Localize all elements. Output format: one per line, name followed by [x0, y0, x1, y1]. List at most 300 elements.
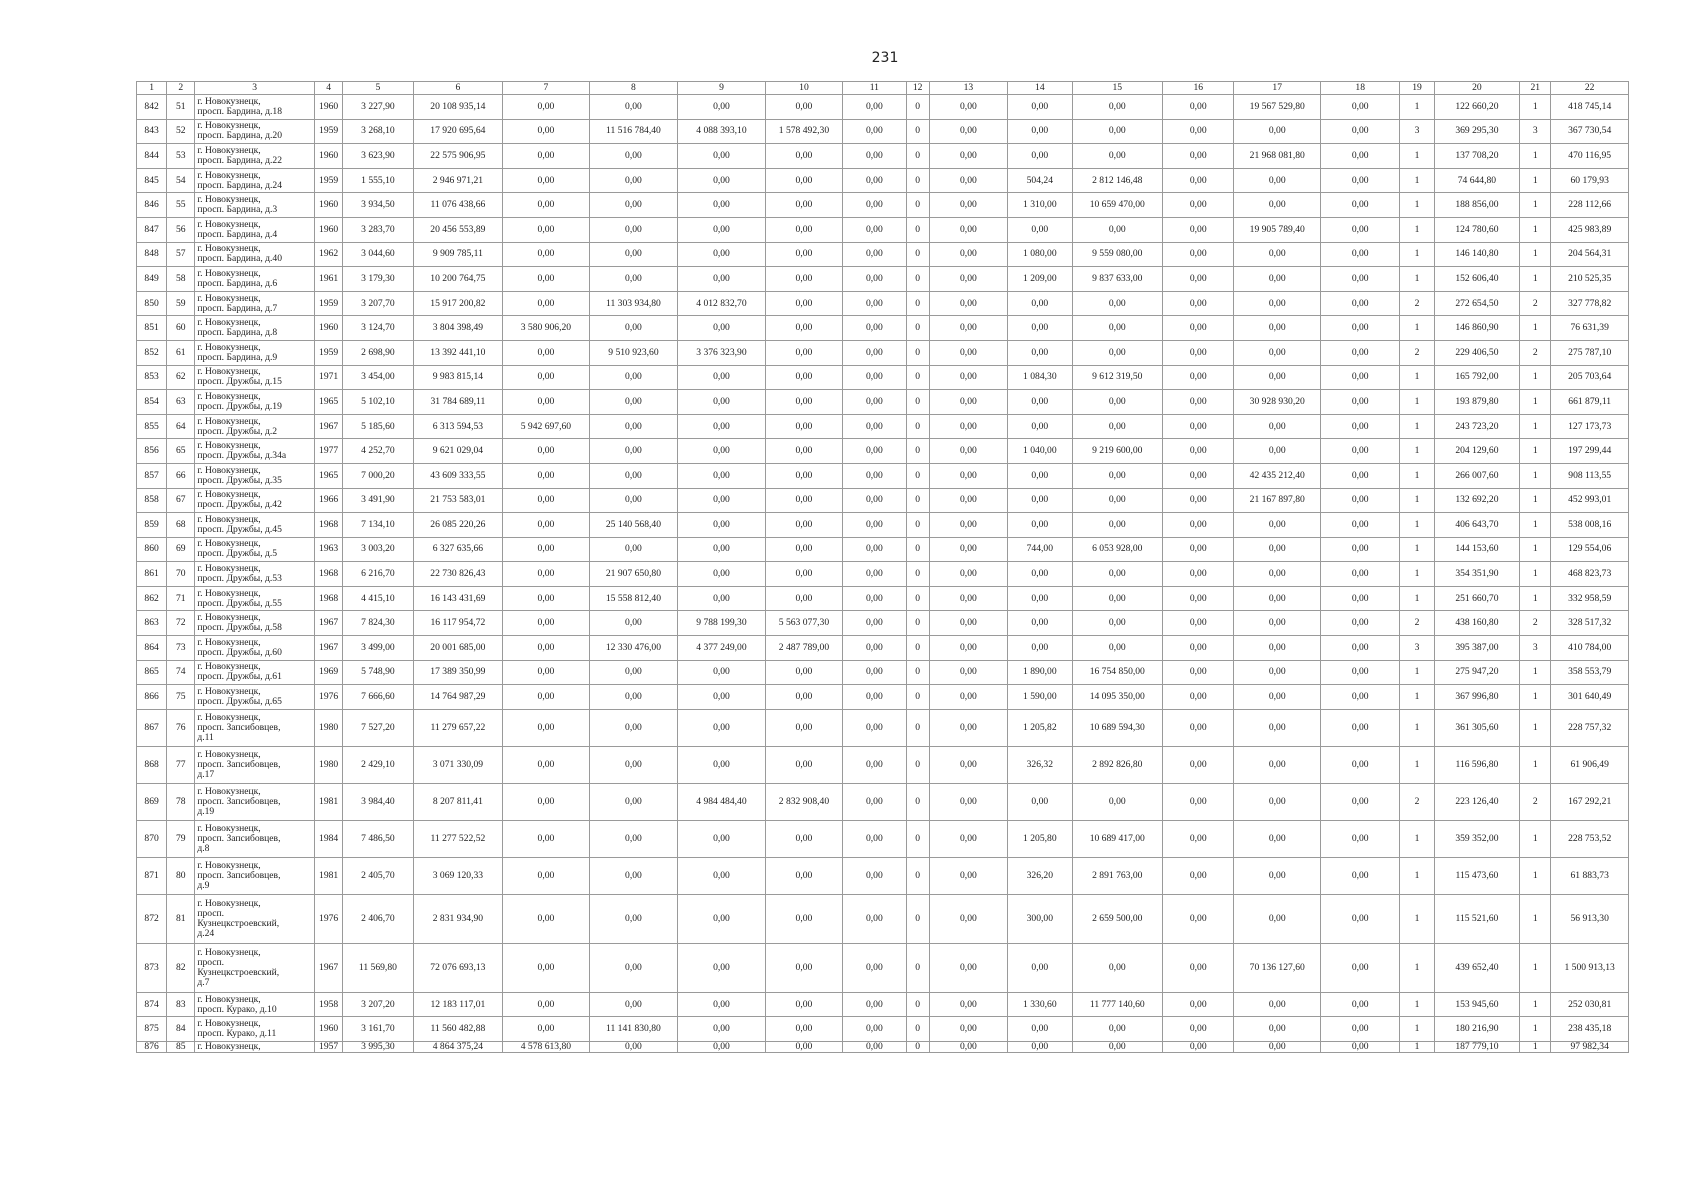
cell-col-14: 1 330,60 [1008, 992, 1072, 1017]
cell-col-20: 180 216,90 [1434, 1017, 1520, 1042]
cell-col-6: 17 389 350,99 [413, 660, 503, 685]
cell-col-10: 0,00 [765, 513, 842, 538]
cell-col-20: 115 473,60 [1434, 857, 1520, 894]
cell-col-4: 1957 [315, 1042, 343, 1053]
cell-col-5: 7 666,60 [343, 685, 413, 710]
table-row [137, 168, 1629, 193]
cell-col-20: 359 352,00 [1434, 820, 1520, 857]
address-line: просп. Бардина, д.40 [197, 253, 282, 265]
cell-col-5: 3 268,10 [343, 119, 413, 144]
cell-col-14: 0,00 [1008, 636, 1072, 661]
cell-col-5: 7 000,20 [343, 463, 413, 488]
cell-col-17: 0,00 [1234, 660, 1321, 685]
cell-col-15: 0,00 [1072, 95, 1163, 120]
cell-col-9: 0,00 [678, 414, 766, 439]
cell-col-7: 0,00 [503, 992, 590, 1017]
cell-col-13: 0,00 [929, 340, 1007, 365]
address-line: г. Новокузнецк, [197, 686, 261, 698]
cell-col-1: 853 [137, 365, 167, 390]
cell-col-10: 0,00 [765, 562, 842, 587]
cell-col-7: 0,00 [503, 217, 590, 242]
cell-col-22: 661 879,11 [1551, 390, 1629, 415]
cell-col-22: 228 753,52 [1551, 820, 1629, 857]
address-cell [195, 513, 315, 538]
address-cell [195, 414, 315, 439]
cell-col-9: 0,00 [678, 685, 766, 710]
cell-col-20: 369 295,30 [1434, 119, 1520, 144]
cell-col-11: 0,00 [843, 95, 906, 120]
cell-col-1: 845 [137, 168, 167, 193]
cell-col-11: 0,00 [843, 586, 906, 611]
cell-col-10: 0,00 [765, 267, 842, 292]
cell-col-22: 205 703,64 [1551, 365, 1629, 390]
cell-col-15: 2 891 763,00 [1072, 857, 1163, 894]
cell-col-15: 9 559 080,00 [1072, 242, 1163, 267]
cell-col-16: 0,00 [1163, 414, 1234, 439]
cell-col-6: 9 983 815,14 [413, 365, 503, 390]
cell-col-5: 3 984,40 [343, 783, 413, 820]
cell-col-21: 1 [1520, 217, 1551, 242]
cell-col-14: 1 209,00 [1008, 267, 1072, 292]
address-line: просп. Дружбы, д.2 [197, 425, 278, 437]
cell-col-13: 0,00 [929, 894, 1007, 943]
cell-col-2: 54 [167, 168, 195, 193]
cell-col-16: 0,00 [1163, 943, 1234, 992]
cell-col-15: 11 777 140,60 [1072, 992, 1163, 1017]
address-line: просп. Дружбы, д.34а [197, 450, 287, 462]
cell-col-13: 0,00 [929, 513, 1007, 538]
address-line: просп. Бардина, д.9 [197, 351, 278, 363]
cell-col-19: 1 [1400, 1017, 1434, 1042]
cell-col-22: 56 913,30 [1551, 894, 1629, 943]
cell-col-12: 0 [906, 783, 929, 820]
cell-col-7: 0,00 [503, 586, 590, 611]
cell-col-11: 0,00 [843, 119, 906, 144]
cell-col-18: 0,00 [1320, 144, 1399, 169]
address-line: г. Новокузнецк, [197, 267, 261, 279]
cell-col-17: 0,00 [1234, 365, 1321, 390]
cell-col-16: 0,00 [1163, 95, 1234, 120]
cell-col-9: 0,00 [678, 857, 766, 894]
cell-col-13: 0,00 [929, 820, 1007, 857]
cell-col-17: 0,00 [1234, 857, 1321, 894]
cell-col-10: 0,00 [765, 217, 842, 242]
cell-col-6: 4 864 375,24 [413, 1042, 503, 1053]
cell-col-9: 0,00 [678, 746, 766, 783]
cell-col-2: 60 [167, 316, 195, 341]
column-number-header [137, 82, 1629, 95]
cell-col-13: 0,00 [929, 709, 1007, 746]
cell-col-9: 0,00 [678, 660, 766, 685]
cell-col-10: 0,00 [765, 857, 842, 894]
cell-col-20: 193 879,80 [1434, 390, 1520, 415]
address-cell [195, 168, 315, 193]
address-line: г. Новокузнецк, [197, 661, 261, 673]
cell-col-8: 0,00 [589, 857, 678, 894]
cell-col-18: 0,00 [1320, 217, 1399, 242]
cell-col-5: 3 934,50 [343, 193, 413, 218]
cell-col-1: 859 [137, 513, 167, 538]
table-row [137, 119, 1629, 144]
cell-col-8: 12 330 476,00 [589, 636, 678, 661]
cell-col-10: 0,00 [765, 144, 842, 169]
cell-col-12: 0 [906, 365, 929, 390]
cell-col-17: 0,00 [1234, 168, 1321, 193]
cell-col-22: 358 553,79 [1551, 660, 1629, 685]
table-row [137, 267, 1629, 292]
cell-col-10: 0,00 [765, 709, 842, 746]
cell-col-6: 20 001 685,00 [413, 636, 503, 661]
cell-col-21: 1 [1520, 746, 1551, 783]
cell-col-13: 0,00 [929, 488, 1007, 513]
cell-col-11: 0,00 [843, 894, 906, 943]
column-header: 21 [1520, 82, 1551, 95]
cell-col-21: 1 [1520, 1017, 1551, 1042]
cell-col-13: 0,00 [929, 636, 1007, 661]
cell-col-13: 0,00 [929, 119, 1007, 144]
cell-col-12: 0 [906, 291, 929, 316]
address-line: просп. Бардина, д.20 [197, 130, 282, 142]
cell-col-7: 5 942 697,60 [503, 414, 590, 439]
address-line: просп. Дружбы, д.58 [197, 622, 282, 634]
cell-col-15: 0,00 [1072, 513, 1163, 538]
column-header: 6 [413, 82, 503, 95]
cell-col-12: 0 [906, 242, 929, 267]
cell-col-18: 0,00 [1320, 1042, 1399, 1053]
cell-col-19: 2 [1400, 783, 1434, 820]
cell-col-16: 0,00 [1163, 709, 1234, 746]
cell-col-5: 5 185,60 [343, 414, 413, 439]
cell-col-4: 1960 [315, 95, 343, 120]
cell-col-17: 0,00 [1234, 562, 1321, 587]
cell-col-6: 3 071 330,09 [413, 746, 503, 783]
column-header: 15 [1072, 82, 1163, 95]
cell-col-19: 2 [1400, 340, 1434, 365]
cell-col-22: 204 564,31 [1551, 242, 1629, 267]
cell-col-1: 876 [137, 1042, 167, 1053]
cell-col-11: 0,00 [843, 267, 906, 292]
cell-col-2: 71 [167, 586, 195, 611]
cell-col-15: 0,00 [1072, 463, 1163, 488]
cell-col-13: 0,00 [929, 144, 1007, 169]
cell-col-13: 0,00 [929, 562, 1007, 587]
address-cell [195, 1017, 315, 1042]
cell-col-8: 0,00 [589, 242, 678, 267]
cell-col-4: 1977 [315, 439, 343, 464]
cell-col-14: 0,00 [1008, 1042, 1072, 1053]
cell-col-17: 19 567 529,80 [1234, 95, 1321, 120]
cell-col-15: 16 754 850,00 [1072, 660, 1163, 685]
cell-col-11: 0,00 [843, 943, 906, 992]
cell-col-20: 122 660,20 [1434, 95, 1520, 120]
cell-col-8: 0,00 [589, 316, 678, 341]
cell-col-16: 0,00 [1163, 992, 1234, 1017]
cell-col-17: 0,00 [1234, 414, 1321, 439]
address-cell [195, 586, 315, 611]
cell-col-17: 0,00 [1234, 242, 1321, 267]
cell-col-2: 77 [167, 746, 195, 783]
cell-col-16: 0,00 [1163, 820, 1234, 857]
cell-col-2: 85 [167, 1042, 195, 1053]
cell-col-19: 1 [1400, 267, 1434, 292]
cell-col-18: 0,00 [1320, 709, 1399, 746]
cell-col-9: 3 376 323,90 [678, 340, 766, 365]
cell-col-13: 0,00 [929, 291, 1007, 316]
cell-col-17: 0,00 [1234, 611, 1321, 636]
column-header: 1 [137, 82, 167, 95]
address-line: просп. Бардина, д.8 [197, 327, 278, 339]
cell-col-9: 0,00 [678, 894, 766, 943]
cell-col-1: 869 [137, 783, 167, 820]
cell-col-1: 868 [137, 746, 167, 783]
cell-col-4: 1967 [315, 611, 343, 636]
cell-col-19: 1 [1400, 709, 1434, 746]
cell-col-21: 1 [1520, 144, 1551, 169]
cell-col-18: 0,00 [1320, 1017, 1399, 1042]
address-cell [195, 537, 315, 562]
address-cell [195, 291, 315, 316]
cell-col-4: 1984 [315, 820, 343, 857]
cell-col-21: 3 [1520, 119, 1551, 144]
cell-col-4: 1960 [315, 217, 343, 242]
cell-col-4: 1966 [315, 488, 343, 513]
cell-col-1: 858 [137, 488, 167, 513]
address-line: просп. Бардина, д.4 [197, 228, 278, 240]
address-line: просп. Бардина, д.24 [197, 179, 282, 191]
cell-col-16: 0,00 [1163, 513, 1234, 538]
cell-col-22: 425 983,89 [1551, 217, 1629, 242]
cell-col-8: 0,00 [589, 943, 678, 992]
column-header: 5 [343, 82, 413, 95]
cell-col-18: 0,00 [1320, 119, 1399, 144]
address-line: просп. Дружбы, д.15 [197, 376, 282, 388]
cell-col-7: 0,00 [503, 488, 590, 513]
cell-col-19: 1 [1400, 242, 1434, 267]
cell-col-12: 0 [906, 463, 929, 488]
cell-col-14: 1 890,00 [1008, 660, 1072, 685]
cell-col-6: 13 392 441,10 [413, 340, 503, 365]
cell-col-11: 0,00 [843, 636, 906, 661]
address-line: д.19 [197, 805, 215, 817]
cell-col-1: 855 [137, 414, 167, 439]
cell-col-14: 1 205,80 [1008, 820, 1072, 857]
cell-col-19: 1 [1400, 390, 1434, 415]
cell-col-2: 72 [167, 611, 195, 636]
cell-col-9: 0,00 [678, 267, 766, 292]
cell-col-15: 0,00 [1072, 488, 1163, 513]
cell-col-14: 1 084,30 [1008, 365, 1072, 390]
cell-col-22: 197 299,44 [1551, 439, 1629, 464]
cell-col-1: 870 [137, 820, 167, 857]
cell-col-13: 0,00 [929, 193, 1007, 218]
cell-col-2: 56 [167, 217, 195, 242]
cell-col-17: 0,00 [1234, 1042, 1321, 1053]
cell-col-14: 0,00 [1008, 611, 1072, 636]
cell-col-12: 0 [906, 992, 929, 1017]
cell-col-13: 0,00 [929, 537, 1007, 562]
cell-col-20: 187 779,10 [1434, 1042, 1520, 1053]
cell-col-20: 354 351,90 [1434, 562, 1520, 587]
cell-col-22: 470 116,95 [1551, 144, 1629, 169]
cell-col-21: 1 [1520, 242, 1551, 267]
cell-col-8: 0,00 [589, 144, 678, 169]
cell-col-4: 1968 [315, 562, 343, 587]
cell-col-5: 1 555,10 [343, 168, 413, 193]
address-cell [195, 340, 315, 365]
cell-col-22: 1 500 913,13 [1551, 943, 1629, 992]
address-line: д.24 [197, 927, 215, 939]
cell-col-19: 1 [1400, 144, 1434, 169]
cell-col-9: 0,00 [678, 144, 766, 169]
cell-col-8: 0,00 [589, 746, 678, 783]
cell-col-10: 0,00 [765, 291, 842, 316]
cell-col-11: 0,00 [843, 992, 906, 1017]
table-row [137, 1042, 1629, 1053]
cell-col-9: 4 984 484,40 [678, 783, 766, 820]
cell-col-2: 59 [167, 291, 195, 316]
address-line: г. Новокузнецк, [197, 1018, 261, 1030]
cell-col-15: 0,00 [1072, 586, 1163, 611]
cell-col-11: 0,00 [843, 193, 906, 218]
cell-col-13: 0,00 [929, 943, 1007, 992]
cell-col-13: 0,00 [929, 414, 1007, 439]
cell-col-11: 0,00 [843, 660, 906, 685]
column-header: 9 [678, 82, 766, 95]
table-row [137, 217, 1629, 242]
cell-col-6: 22 730 826,43 [413, 562, 503, 587]
address-line: г. Новокузнецк, [197, 859, 261, 871]
cell-col-5: 2 406,70 [343, 894, 413, 943]
address-cell [195, 242, 315, 267]
address-line: просп. Дружбы, д.61 [197, 671, 282, 683]
cell-col-5: 11 569,80 [343, 943, 413, 992]
column-header: 13 [929, 82, 1007, 95]
cell-col-13: 0,00 [929, 95, 1007, 120]
address-cell [195, 685, 315, 710]
cell-col-10: 0,00 [765, 685, 842, 710]
table-row [137, 488, 1629, 513]
cell-col-10: 0,00 [765, 586, 842, 611]
cell-col-22: 275 787,10 [1551, 340, 1629, 365]
cell-col-18: 0,00 [1320, 267, 1399, 292]
cell-col-17: 30 928 930,20 [1234, 390, 1321, 415]
cell-col-21: 1 [1520, 267, 1551, 292]
cell-col-2: 68 [167, 513, 195, 538]
table-row [137, 783, 1629, 820]
cell-col-4: 1980 [315, 709, 343, 746]
cell-col-1: 862 [137, 586, 167, 611]
cell-col-1: 843 [137, 119, 167, 144]
cell-col-7: 0,00 [503, 746, 590, 783]
address-line: г. Новокузнецк, [197, 993, 261, 1005]
cell-col-7: 0,00 [503, 168, 590, 193]
address-line: просп. Бардина, д.3 [197, 204, 278, 216]
cell-col-16: 0,00 [1163, 119, 1234, 144]
cell-col-22: 60 179,93 [1551, 168, 1629, 193]
cell-col-6: 20 456 553,89 [413, 217, 503, 242]
cell-col-11: 0,00 [843, 340, 906, 365]
cell-col-5: 3 161,70 [343, 1017, 413, 1042]
cell-col-1: 863 [137, 611, 167, 636]
cell-col-2: 75 [167, 685, 195, 710]
address-line: д.7 [197, 976, 210, 988]
cell-col-11: 0,00 [843, 783, 906, 820]
cell-col-7: 0,00 [503, 562, 590, 587]
cell-col-20: 406 643,70 [1434, 513, 1520, 538]
address-line: г. Новокузнецк, [197, 563, 261, 575]
cell-col-8: 11 141 830,80 [589, 1017, 678, 1042]
cell-col-17: 0,00 [1234, 586, 1321, 611]
cell-col-13: 0,00 [929, 316, 1007, 341]
cell-col-12: 0 [906, 217, 929, 242]
cell-col-18: 0,00 [1320, 316, 1399, 341]
cell-col-15: 10 689 417,00 [1072, 820, 1163, 857]
address-cell [195, 894, 315, 943]
cell-col-16: 0,00 [1163, 291, 1234, 316]
cell-col-1: 864 [137, 636, 167, 661]
cell-col-9: 0,00 [678, 95, 766, 120]
cell-col-12: 0 [906, 316, 929, 341]
cell-col-10: 0,00 [765, 439, 842, 464]
cell-col-12: 0 [906, 611, 929, 636]
cell-col-5: 7 134,10 [343, 513, 413, 538]
cell-col-4: 1967 [315, 414, 343, 439]
cell-col-4: 1961 [315, 267, 343, 292]
cell-col-7: 4 578 613,80 [503, 1042, 590, 1053]
cell-col-16: 0,00 [1163, 562, 1234, 587]
cell-col-11: 0,00 [843, 365, 906, 390]
cell-col-21: 1 [1520, 463, 1551, 488]
cell-col-1: 847 [137, 217, 167, 242]
cell-col-19: 1 [1400, 1042, 1434, 1053]
address-cell [195, 611, 315, 636]
cell-col-4: 1976 [315, 894, 343, 943]
cell-col-16: 0,00 [1163, 685, 1234, 710]
cell-col-18: 0,00 [1320, 660, 1399, 685]
cell-col-9: 0,00 [678, 463, 766, 488]
cell-col-19: 1 [1400, 217, 1434, 242]
cell-col-12: 0 [906, 513, 929, 538]
address-line: г. Новокузнецк, [197, 341, 261, 353]
cell-col-14: 1 205,82 [1008, 709, 1072, 746]
cell-col-11: 0,00 [843, 316, 906, 341]
cell-col-1: 849 [137, 267, 167, 292]
cell-col-5: 7 824,30 [343, 611, 413, 636]
cell-col-5: 3 227,90 [343, 95, 413, 120]
cell-col-2: 69 [167, 537, 195, 562]
cell-col-22: 538 008,16 [1551, 513, 1629, 538]
cell-col-8: 0,00 [589, 894, 678, 943]
cell-col-16: 0,00 [1163, 439, 1234, 464]
cell-col-21: 2 [1520, 291, 1551, 316]
cell-col-16: 0,00 [1163, 1017, 1234, 1042]
cell-col-20: 395 387,00 [1434, 636, 1520, 661]
cell-col-8: 0,00 [589, 537, 678, 562]
column-header: 14 [1008, 82, 1072, 95]
cell-col-4: 1960 [315, 316, 343, 341]
cell-col-8: 15 558 812,40 [589, 586, 678, 611]
cell-col-10: 0,00 [765, 414, 842, 439]
cell-col-8: 9 510 923,60 [589, 340, 678, 365]
cell-col-22: 228 112,66 [1551, 193, 1629, 218]
cell-col-10: 0,00 [765, 365, 842, 390]
page-number: 231 [871, 50, 899, 66]
address-cell [195, 365, 315, 390]
cell-col-9: 9 788 199,30 [678, 611, 766, 636]
cell-col-11: 0,00 [843, 488, 906, 513]
cell-col-4: 1965 [315, 390, 343, 415]
cell-col-21: 2 [1520, 611, 1551, 636]
